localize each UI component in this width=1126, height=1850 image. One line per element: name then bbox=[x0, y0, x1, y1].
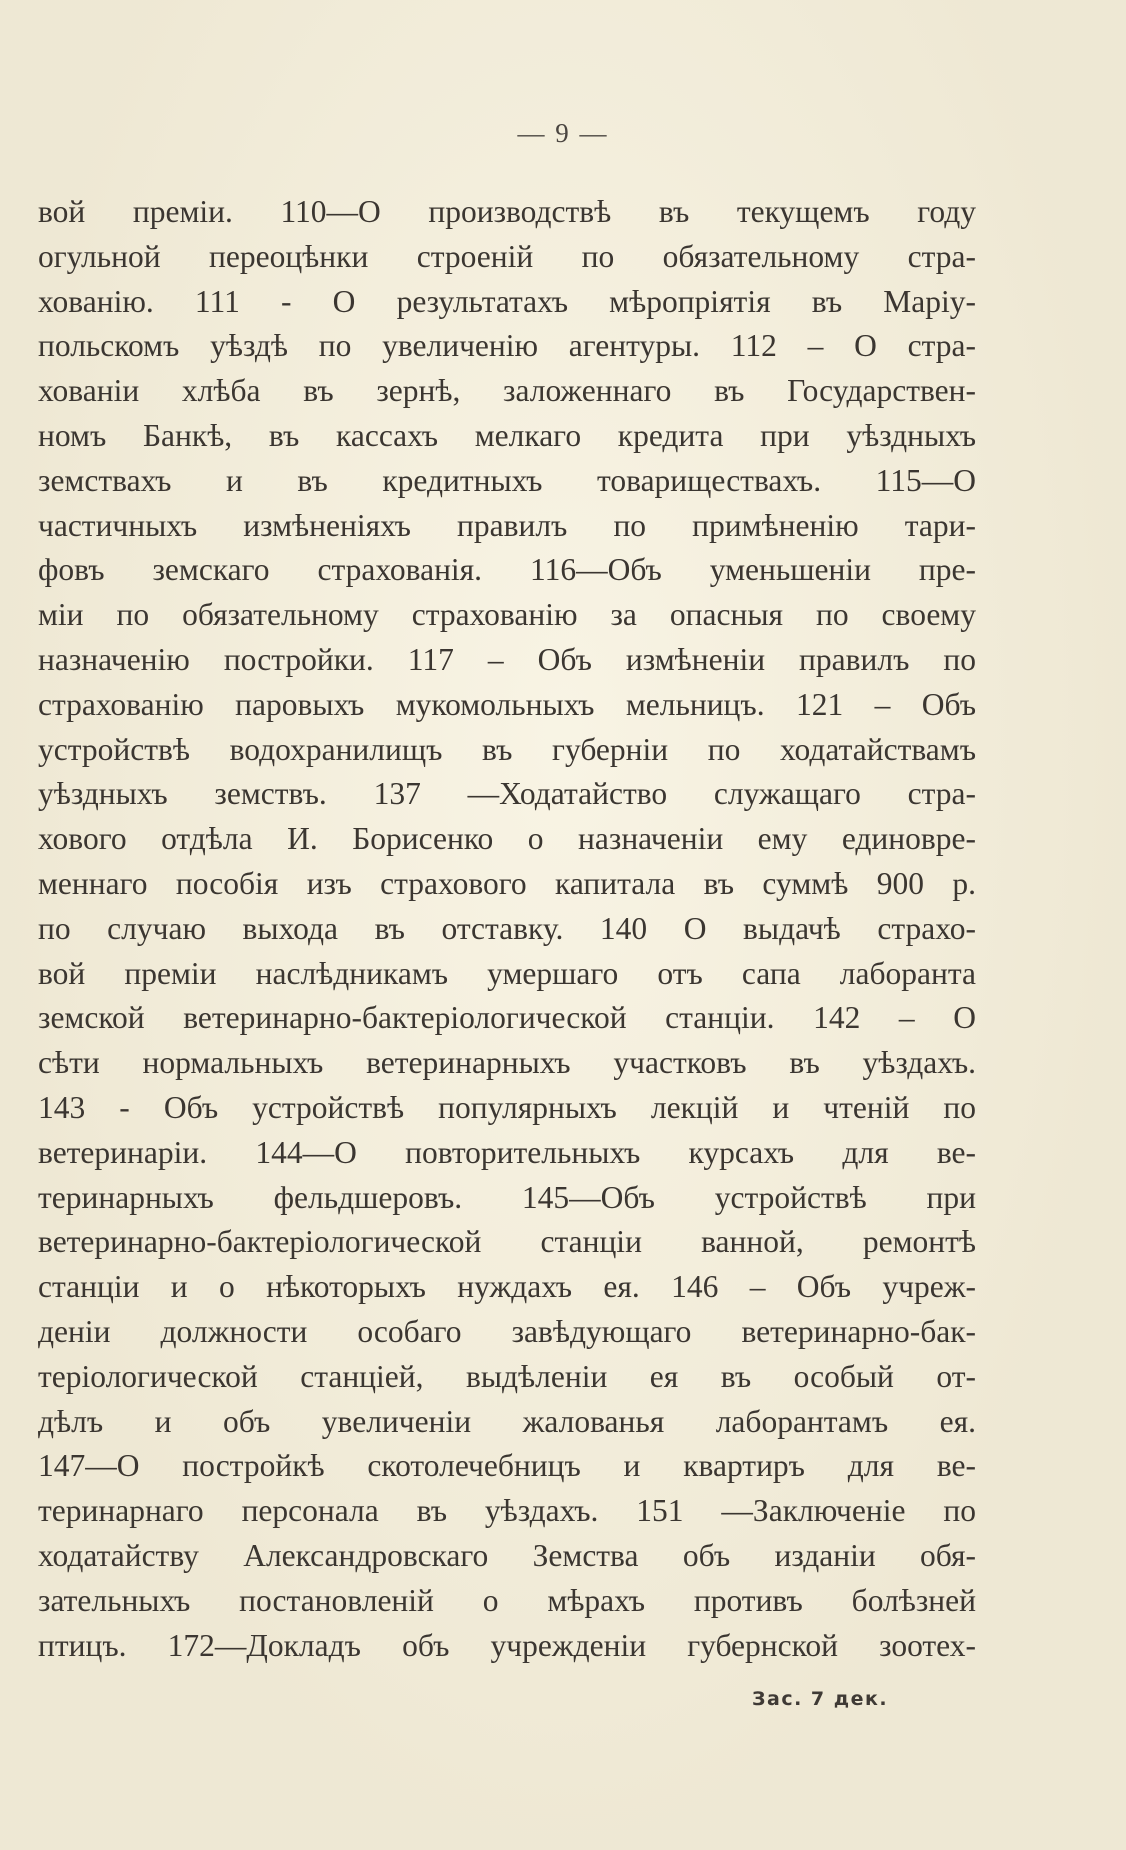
text-line: номъ Банкѣ, въ кассахъ мелкаго кредита при уѣздныхъ bbox=[38, 417, 976, 453]
text-line: теринарнаго персонала въ уѣздахъ. 151 —Заключеніе по bbox=[38, 1493, 976, 1529]
text-line: станціи и о нѣкоторыхъ нуждахъ ея. 146 – Объ учреж- bbox=[38, 1269, 976, 1305]
text-line: міи по обязательному страхованію за опасныя по своему bbox=[38, 597, 976, 633]
text-line: земствахъ и въ кредитныхъ товариществахъ. 115—О bbox=[38, 462, 976, 498]
text-line: хового отдѣла И. Борисенко о назначеніи ему единовре- bbox=[38, 821, 976, 857]
text-line: страхованію паровыхъ мукомольныхъ мельницъ. 121 – Объ bbox=[38, 686, 976, 722]
text-line: меннаго пособія изъ страхового капитала въ суммѣ 900 р. bbox=[38, 865, 976, 901]
text-line: ветеринарно-бактеріологической станціи ванной, ремонтѣ bbox=[38, 1224, 976, 1260]
text-line: дѣлъ и объ увеличеніи жалованья лаборантамъ ея. bbox=[38, 1403, 976, 1439]
text-line: польскомъ уѣздѣ по увеличенію агентуры. 112 – О стра- bbox=[38, 328, 976, 364]
text-line: сѣти нормальныхъ ветеринарныхъ участковъ въ уѣздахъ. bbox=[38, 1045, 976, 1081]
body-text bbox=[38, 190, 976, 1668]
text-line: птицъ. 172—Докладъ объ учрежденіи губернской зоотех- bbox=[38, 1627, 976, 1663]
text-line: 143 - Объ устройствѣ популярныхъ лекцій и чтеній по bbox=[38, 1089, 976, 1125]
signature-mark: Зас. 7 дек. bbox=[752, 1688, 889, 1710]
text-line: уѣздныхъ земствъ. 137 —Ходатайство служащаго стра- bbox=[38, 776, 976, 812]
text-line: зательныхъ постановленій о мѣрахъ противъ болѣзней bbox=[38, 1582, 976, 1618]
text-line: частичныхъ измѣненіяхъ правилъ по примѣненію тари- bbox=[38, 507, 976, 543]
text-line: назначенію постройки. 117 – Объ измѣненіи правилъ по bbox=[38, 641, 976, 677]
text-line: устройствѣ водохранилищъ въ губерніи по ходатайствамъ bbox=[38, 731, 976, 767]
text-line: вой преміи. 110—О производствѣ въ текущемъ году bbox=[38, 194, 976, 229]
text-line: 147—О постройкѣ скотолечебницъ и квартиръ для ве- bbox=[38, 1448, 976, 1484]
text-line: по случаю выхода въ отставку. 140 О выдачѣ страхо- bbox=[38, 910, 976, 946]
text-line: вой преміи наслѣдникамъ умершаго отъ сапа лаборанта bbox=[38, 955, 976, 991]
text-line: теріологической станціей, выдѣленіи ея въ особый от- bbox=[38, 1358, 976, 1394]
text-line: деніи должности особаго завѣдующаго ветеринарно-бак- bbox=[38, 1313, 976, 1349]
text-line: земской ветеринарно-бактеріологической станціи. 142 – О bbox=[38, 1000, 976, 1036]
text-line: хованію. 111 - О результатахъ мѣропріятія въ Маріу- bbox=[38, 283, 976, 319]
text-line: огульной переоцѣнки строеній по обязательному стра- bbox=[38, 238, 976, 274]
text-line: хованіи хлѣба въ зернѣ, заложеннаго въ Государствен- bbox=[38, 373, 976, 409]
text-line: фовъ земскаго страхованія. 116—Объ уменьшеніи пре- bbox=[38, 552, 976, 588]
text-line: ветеринаріи. 144—О повторительныхъ курсахъ для ве- bbox=[38, 1134, 976, 1170]
text-line: ходатайству Александровскаго Земства объ изданіи обя- bbox=[38, 1537, 976, 1573]
page-number: — 9 — bbox=[517, 118, 609, 148]
text-line: теринарныхъ фельдшеровъ. 145—Объ устройствѣ при bbox=[38, 1179, 976, 1215]
